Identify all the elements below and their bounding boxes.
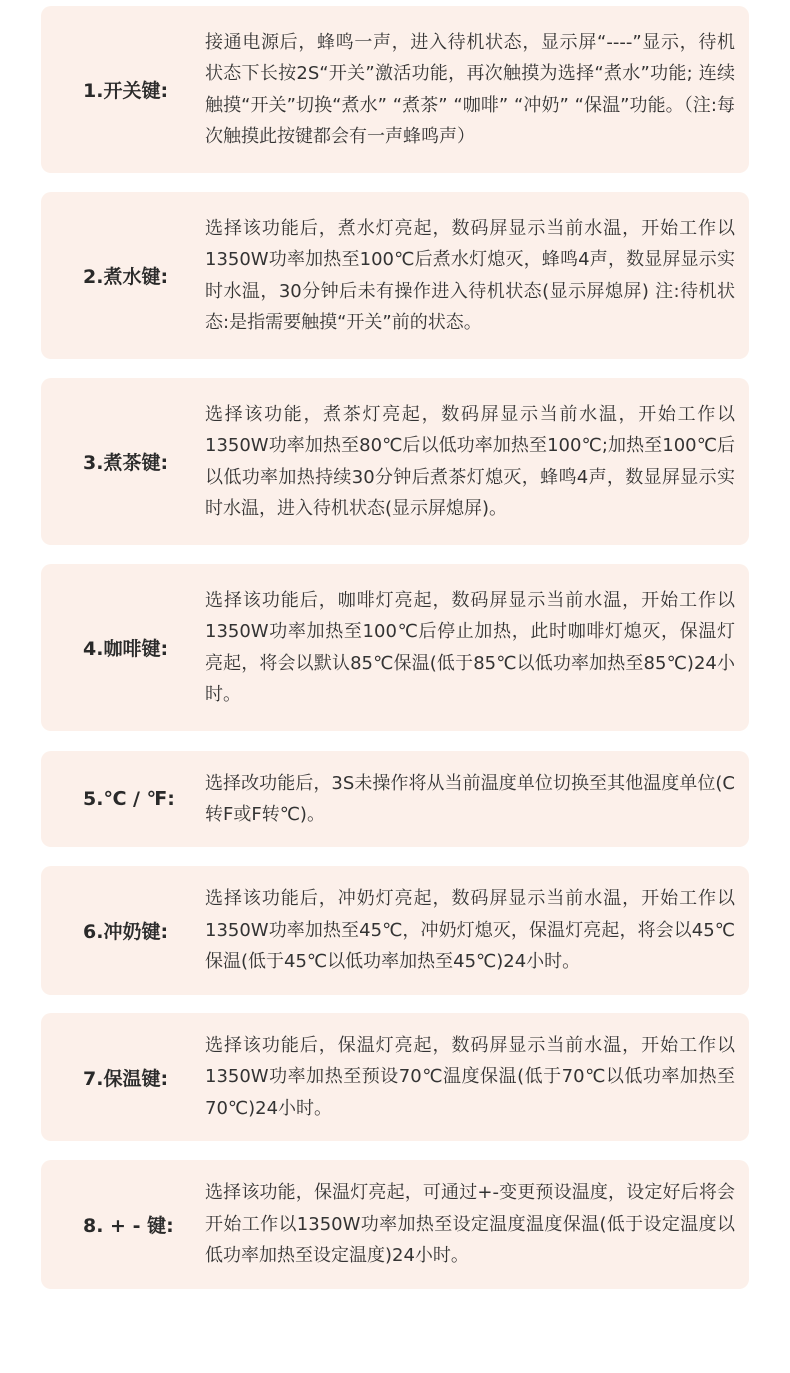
card-label: 8. + - 键: bbox=[83, 1215, 174, 1237]
card-description-text: 选择该功能后，保温灯亮起，数码屏显示当前水温，开始工作以1350W功率加热至预设70℃温度保温(低于70℃以低功率加热至70℃)24小时。 bbox=[205, 1034, 735, 1119]
card-label: 5.℃ / ℉: bbox=[83, 788, 175, 810]
card-description-text: 接通电源后，蜂鸣一声，进入待机状态，显示屏“----”显示，待机状态下长按2S“开关”激活功能，再次触摸为选择“煮水”功能; 连续触摸“开关”切换“煮水” “煮茶” “咖啡” “冲奶” “保温”功能。（注:每次触摸此按键都会有一声蜂鸣声） bbox=[205, 31, 735, 147]
instruction-card-unit-toggle bbox=[41, 751, 749, 847]
instruction-card-boil-water bbox=[41, 192, 749, 359]
card-description-text: 选择该功能后，煮水灯亮起，数码屏显示当前水温，开始工作以1350W功率加热至100℃后煮水灯熄灭，蜂鸣4声，数显屏显示实时水温，30分钟后未有操作进入待机状态(显示屏熄屏) 注:待机状态:是指需要触摸“开关”前的状态。 bbox=[205, 217, 735, 333]
card-label: 7.保温键: bbox=[83, 1067, 169, 1090]
card-description-text: 选择该功能，煮茶灯亮起，数码屏显示当前水温，开始工作以1350W功率加热至80℃后以低功率加热至100℃;加热至100℃后以低功率加热持续30分钟后煮茶灯熄灭，蜂鸣4声，数显屏显示实时水温，进入待机状态(显示屏熄屏)。 bbox=[205, 403, 735, 519]
card-description-text: 选择改功能后，3S未操作将从当前温度单位切换至其他温度单位(C转F或F转℃)。 bbox=[205, 772, 735, 825]
card-label: 2.煮水键: bbox=[83, 266, 169, 288]
card-description-text: 选择该功能后，冲奶灯亮起，数码屏显示当前水温，开始工作以1350W功率加热至45℃，冲奶灯熄灭，保温灯亮起，将会以45℃保温(低于45℃以低功率加热至45℃)24小时。 bbox=[205, 888, 735, 973]
card-label: 3.煮茶键: bbox=[83, 452, 169, 474]
instruction-card-milk bbox=[41, 866, 749, 995]
card-description-text: 选择该功能，保温灯亮起，可通过+-变更预设温度，设定好后将会开始工作以1350W功率加热至设定温度温度保温(低于设定温度以低功率加热至设定温度)24小时。 bbox=[205, 1182, 735, 1267]
card-description bbox=[205, 6, 735, 173]
instruction-card-keep-warm bbox=[41, 1013, 749, 1141]
card-description bbox=[205, 866, 735, 995]
card-description bbox=[205, 1160, 735, 1289]
card-label: 6.冲奶键: bbox=[83, 921, 169, 943]
card-description bbox=[205, 1013, 735, 1141]
card-label: 4.咖啡键: bbox=[83, 638, 169, 660]
card-description bbox=[205, 751, 735, 847]
card-description bbox=[205, 378, 735, 545]
instruction-card-coffee bbox=[41, 564, 749, 731]
card-label: 1.开关键: bbox=[83, 80, 169, 102]
instruction-card-plus-minus bbox=[41, 1160, 749, 1289]
card-description bbox=[205, 564, 735, 731]
instruction-card-tea bbox=[41, 378, 749, 545]
instruction-card-power bbox=[41, 6, 749, 173]
card-description-text: 选择该功能后，咖啡灯亮起，数码屏显示当前水温，开始工作以1350W功率加热至100℃后停止加热，此时咖啡灯熄灭，保温灯亮起，将会以默认85℃保温(低于85℃以低功率加热至85℃)24小时。 bbox=[205, 589, 735, 705]
card-description bbox=[205, 192, 735, 359]
